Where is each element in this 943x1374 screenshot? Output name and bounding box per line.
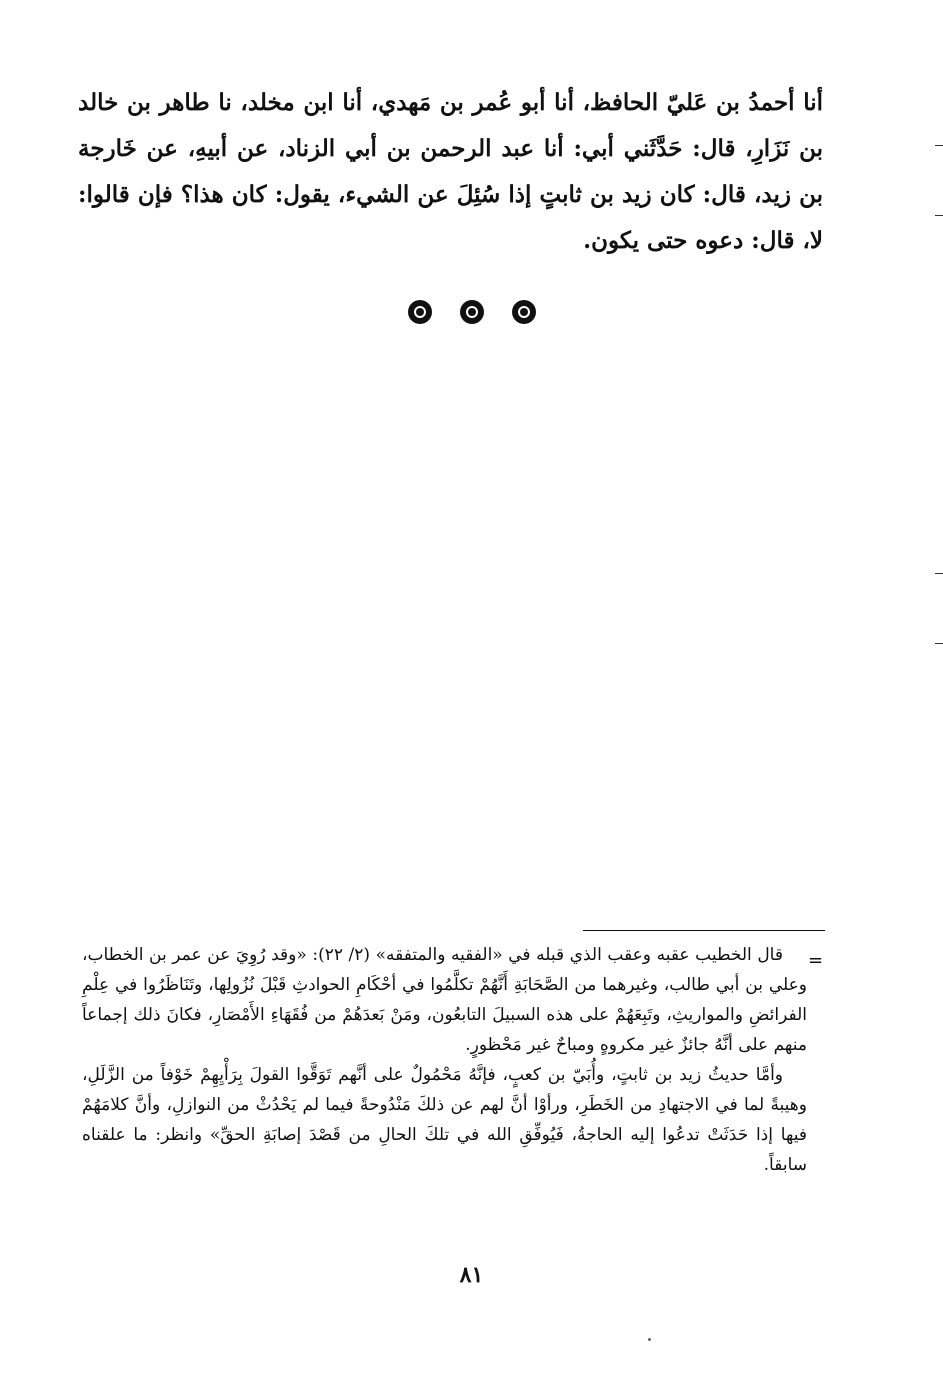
footnote-block [82,940,807,1180]
scan-speck [648,1338,651,1341]
main-text-block [78,80,823,264]
margin-scan-mark [935,215,943,216]
margin-scan-mark [935,145,943,146]
main-paragraph: أنا أحمدُ بن عَليّ الحافظ، أنا أبو عُمر بن مَهدي، أنا ابن مخلد، نا طاهر بن خالد بن نَزَارِ، قال: حَدَّثَني أبي: أنا عبد الرحمن بن أبي الزناد، عن أبيهِ، عن خَارجة بن زيد، قال: كان زيد بن ثابتٍ إذا سُئِلَ عن الشيء، يقول: كان هذا؟ فإن قالوا: لا، قال: دعوه حتى يكون. [78,89,823,254]
footnote-paragraph-1: قال الخطيب عقبه وعقب الذي قبله في «الفقيه والمتفقه» (٢/ ٢٢): «وقد رُوِيَ عن عمر بن الخطاب، وعلي بن أبي طالب، وغيرهما من الصَّحَابَةِ أَنَّهُمْ تكلَّمُوا في أحْكَامِ الحوادثِ قَبْلَ نُزُولِها، وتَنَاظَرُوا في عِلْمِ الفرائضِ والمواريثِ، وتَبِعَهُمْ على هذه السبيلَ التابعُون، ومَنْ بَعدَهُمْ من فُقَهَاءِ الأَمْصَارِ، فكانَ ذلك إجماعاً منهم على أنَّهُ جائزٌ غير مكروهٍ ومباحٌ غير مَحْظورٍ. [82,945,807,1055]
footnote-continuation-marker: = [808,950,824,971]
page-number: ٨١ [459,1262,484,1288]
footnote-paragraph-2: وأمَّا حديثُ زيد بن ثابتٍ، وأُبَيّ بن كعبٍ، فإنَّهُ مَحْمُولٌ على أنَّهم تَوَقَّوا القولَ بِرَأْيِهِمْ خَوْفاً من الزَّلَلِ، وهيبةً لما في الاجتهادِ من الخَطَرِ، ورأوْا أنَّ لهم عن ذلكَ مَنْدُوحةً فيما لم يَحْدُثْ من النوازلِ، وأنَّ كلامَهُمْ فيها إذا حَدَثَتْ تدعُوا إليه الحاجةُ، فَيُوفِّقِ الله في تلكَ الحالِ من قَصْدَ إصابَةِ الحقِّ» وانظر: ما علقناه سابقاً. [82,1065,807,1175]
section-divider-ornaments [0,300,943,324]
rosette-ornament-icon [460,300,484,324]
rosette-ornament-icon [512,300,536,324]
margin-scan-mark [935,643,943,644]
footnote-separator-rule [583,930,825,931]
rosette-ornament-icon [408,300,432,324]
margin-scan-mark [935,573,943,574]
